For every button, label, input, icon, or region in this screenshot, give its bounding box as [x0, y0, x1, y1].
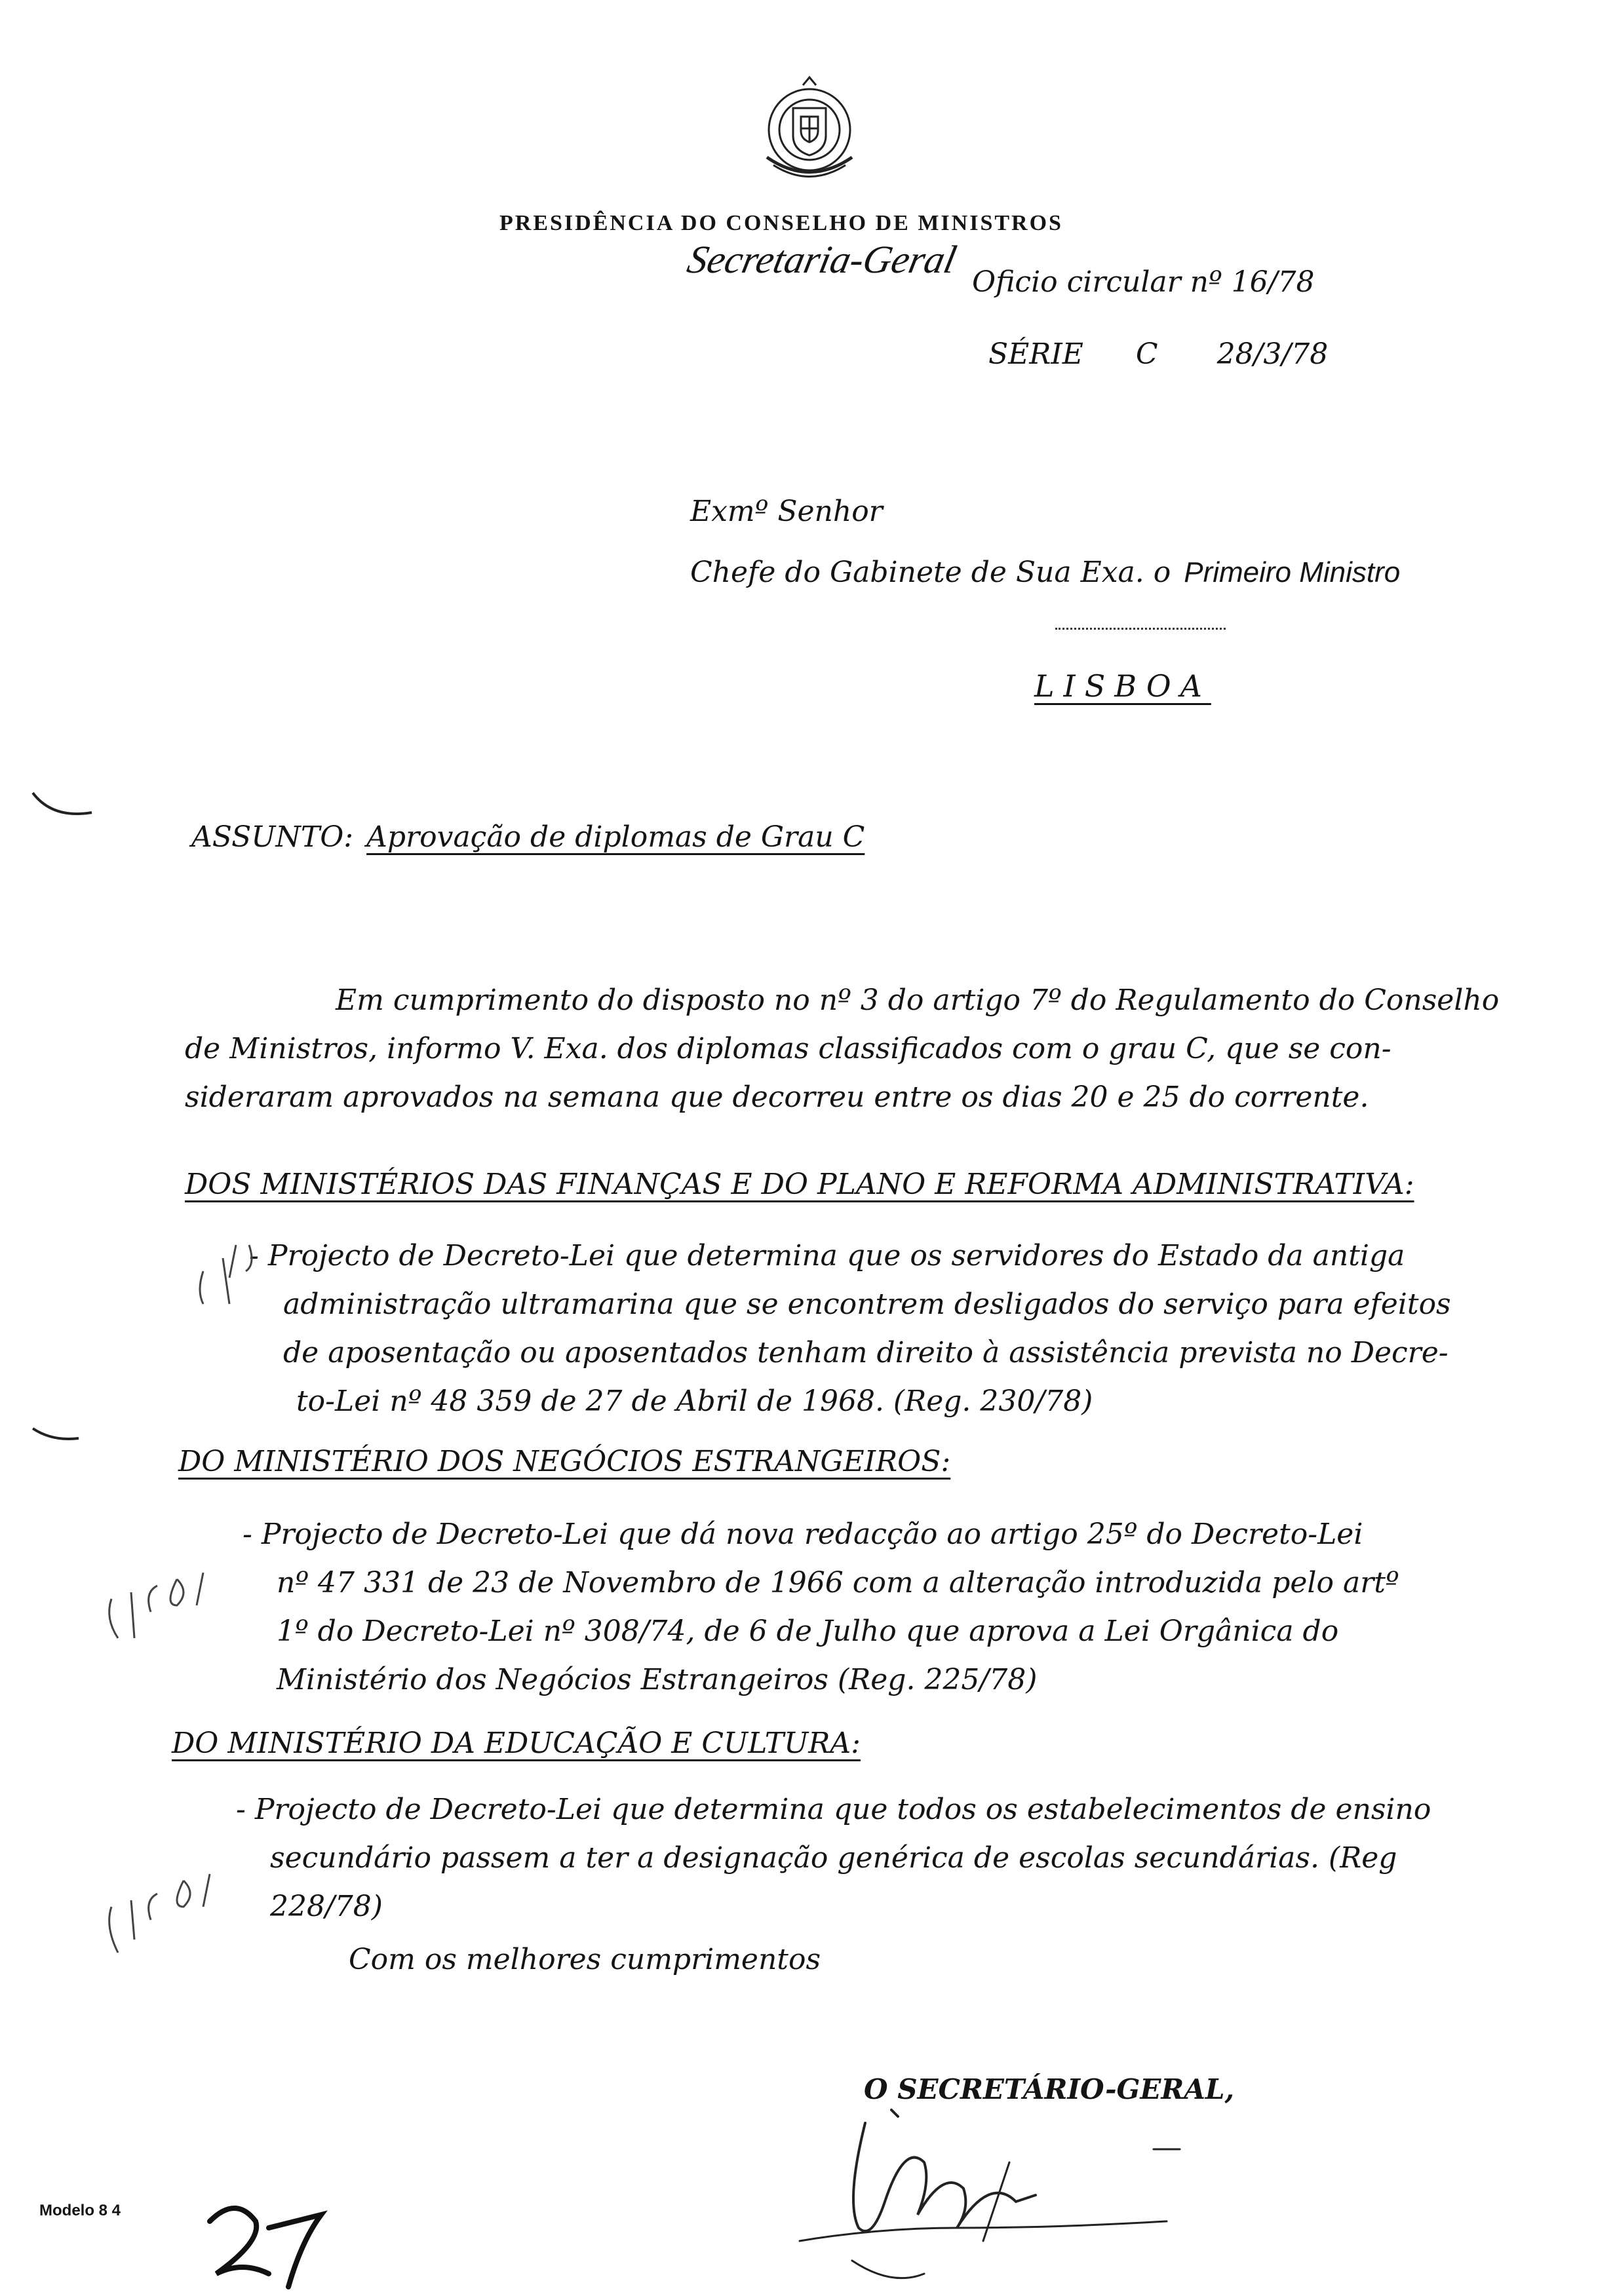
section-heading-negocios-estrangeiros: DO MINISTÉRIO DOS NEGÓCIOS ESTRANGEIROS:	[178, 1445, 951, 1478]
item-line: de aposentação ou aposentados tenham direito à assistência prevista no Decre-	[283, 1336, 1449, 1369]
item-line: - Projecto de Decreto-Lei que determina que todos os estabelecimentos de ensino	[236, 1793, 1431, 1826]
intro-line: Em cumprimento do disposto no nº 3 do artigo 7º do Regulamento do Conselho	[336, 984, 1500, 1017]
section-item-financas	[249, 1232, 1451, 1426]
serie-label: SÉRIE	[988, 337, 1083, 371]
item-line: to-Lei nº 48 359 de 27 de Abril de 1968. (Reg. 230/78)	[296, 1385, 1093, 1418]
serie-line	[988, 337, 1328, 371]
item-line: - Projecto de Decreto-Lei que determina que os servidores do Estado da antiga	[249, 1239, 1405, 1272]
section-item-educacao-cultura	[236, 1786, 1431, 1931]
addressee-city: LISBOA	[1034, 668, 1211, 704]
header-secretariat: Secretaria-Geral	[684, 238, 960, 281]
model-number: Modelo 8 4	[39, 2202, 121, 2219]
intro-line: de Ministros, informo V. Exa. dos diplomas classificados com o grau C, que se con-	[185, 1032, 1391, 1065]
section-heading-educacao-cultura: DO MINISTÉRIO DA EDUCAÇÃO E CULTURA:	[172, 1727, 861, 1760]
margin-note-icon	[92, 1867, 236, 1966]
subject-line	[191, 820, 865, 854]
margin-mark-icon	[26, 786, 105, 826]
addressee-title: Primeiro Ministro	[1184, 556, 1401, 588]
oficio-number: Oficio circular nº 16/78	[972, 265, 1315, 299]
intro-paragraph	[185, 976, 1499, 1122]
coat-of-arms-emblem	[741, 72, 878, 197]
margin-note-icon	[184, 1232, 282, 1337]
addressee-text: Chefe do Gabinete de Sua Exa. o	[690, 556, 1171, 589]
item-line: administração ultramarina que se encontrem desligados do serviço para efeitos	[283, 1288, 1451, 1321]
serie-value: C	[1135, 337, 1158, 371]
subject-value: Aprovação de diplomas de Grau C	[366, 820, 865, 854]
salutation: Exmº Senhor	[690, 495, 883, 528]
section-item-negocios-estrangeiros	[243, 1510, 1399, 1704]
item-line: 228/78)	[270, 1890, 383, 1923]
handwritten-signature	[695, 2084, 1258, 2280]
dotted-divider	[1055, 628, 1226, 630]
intro-line: sideraram aprovados na semana que decorreu entre os dias 20 e 25 do corrente.	[185, 1081, 1369, 1114]
margin-note-icon	[98, 1566, 229, 1651]
item-line: - Projecto de Decreto-Lei que dá nova redacção ao artigo 25º do Decreto-Lei	[243, 1518, 1363, 1551]
closing-line: Com os melhores cumprimentos	[349, 1943, 821, 1976]
subject-label: ASSUNTO:	[191, 820, 354, 854]
item-line: secundário passem a ter a designação genérica de escolas secundárias. (Reg	[270, 1841, 1397, 1875]
handwritten-number-mark	[197, 2182, 328, 2293]
addressee-line	[690, 556, 1400, 589]
signer-title: O SECRETÁRIO-GERAL,	[864, 2073, 1235, 2105]
item-line: 1º do Decreto-Lei nº 308/74, de 6 de Julho que aprova a Lei Orgânica do	[277, 1615, 1339, 1648]
section-heading-financas: DOS MINISTÉRIOS DAS FINANÇAS E DO PLANO E REFORMA ADMINISTRATIVA:	[185, 1168, 1414, 1201]
margin-mark-icon	[26, 1422, 85, 1448]
document-date: 28/3/78	[1216, 337, 1329, 371]
item-line: nº 47 331 de 23 de Novembro de 1966 com a alteração introduzida pelo artº	[277, 1566, 1399, 1599]
header-organization: PRESIDÊNCIA DO CONSELHO DE MINISTROS	[499, 211, 1063, 235]
item-line: Ministério dos Negócios Estrangeiros (Reg. 225/78)	[277, 1663, 1038, 1696]
